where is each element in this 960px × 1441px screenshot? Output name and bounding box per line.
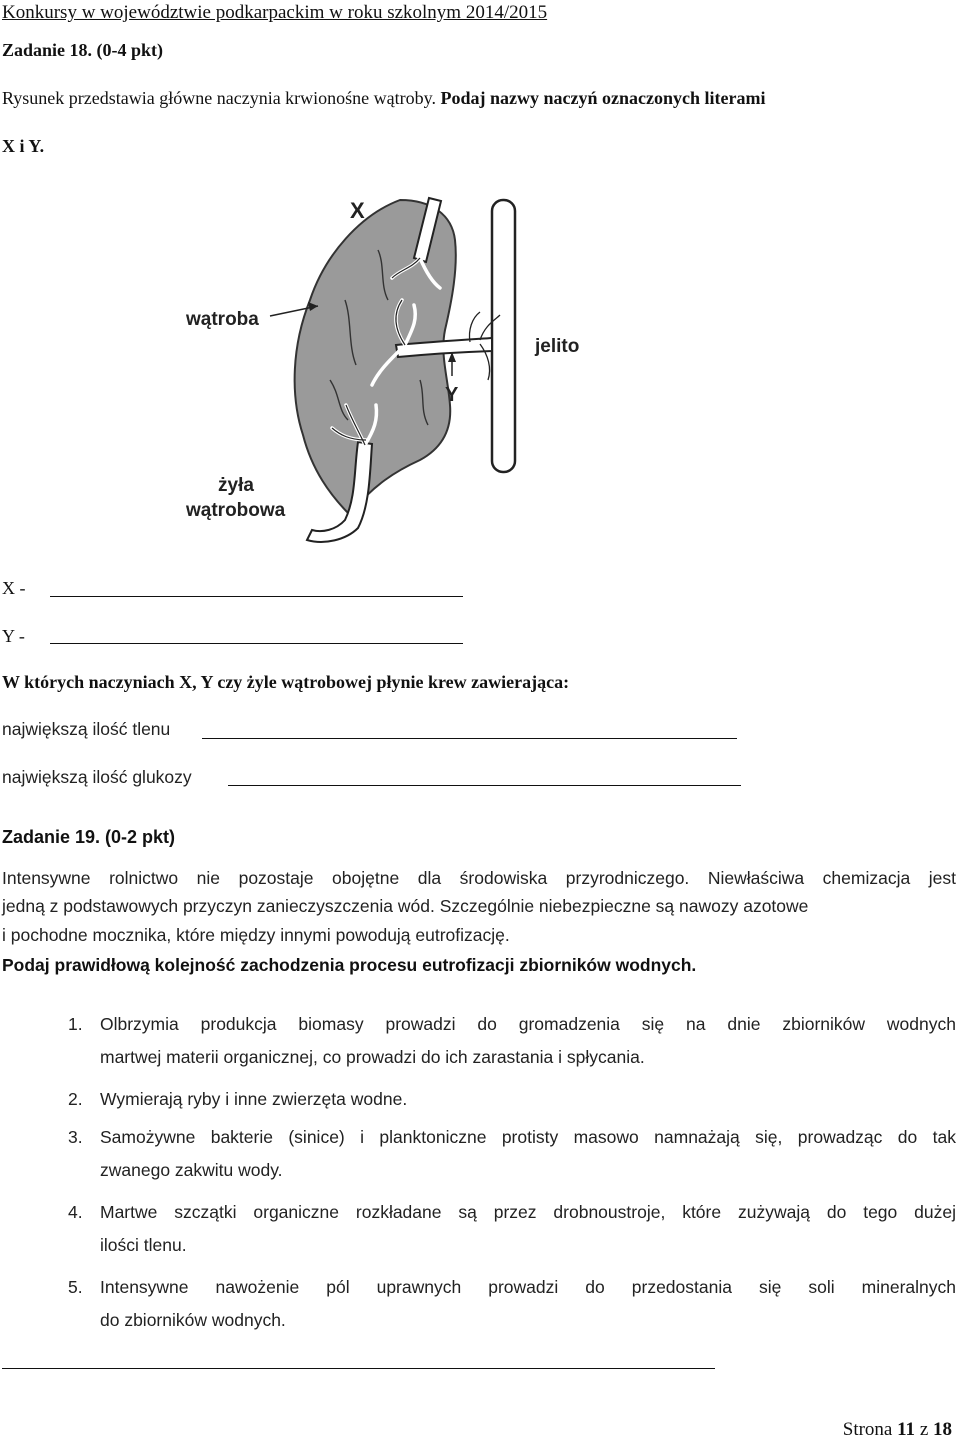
answer-y-line[interactable] (50, 643, 463, 644)
answer-x-label: X - (2, 578, 26, 598)
task-19-para-3: i pochodne mocznika, które między innymi powodują eutrofizację. (2, 925, 510, 945)
label-intestine: jelito (535, 336, 580, 357)
glucose-label: największą ilość glukozy (2, 767, 192, 787)
task-19-para-line1: Intensywne rolnictwo nie pozostaje obojętne dla środowiska przyrodniczego. Niewłaściwa chemizacja jest (2, 868, 956, 888)
list-item-text (100, 1202, 956, 1256)
answer-y-label: Y - (2, 626, 25, 646)
task-19-para-1 (2, 868, 956, 889)
footer-page-total: 18 (933, 1419, 952, 1440)
oxygen-label: największą ilość tlenu (2, 719, 171, 739)
task-19-heading: Zadanie 19. (0-2 pkt) (2, 827, 176, 847)
list-item-number: 4. (68, 1202, 83, 1222)
footer-separator: z (915, 1419, 933, 1440)
list-item-line1: Olbrzymia produkcja biomasy prowadzi do gromadzenia się na dnie zbiorników wodnych (100, 1014, 956, 1034)
footer-prefix: Strona (842, 1419, 898, 1440)
footer-page-number: 11 (897, 1419, 916, 1440)
task-18-heading: Zadanie 18. (0-4 pkt) (2, 40, 164, 60)
page-header: Konkursy w województwie podkarpackim w roku szkolnym 2014/2015 (2, 2, 548, 23)
task-18-intro-text: Rysunek przedstawia główne naczynia krwionośne wątroby. (2, 88, 436, 108)
task-18-intro-instruction: Podaj nazwy naczyń oznaczonych literami (440, 88, 766, 108)
label-y: Y (445, 384, 459, 406)
task-19-answer-line[interactable] (2, 1368, 715, 1369)
label-x: X (350, 198, 365, 223)
list-item-text: Wymierają ryby i inne zwierzęta wodne. (100, 1089, 408, 1109)
list-item-line2: martwej materii organicznej, co prowadzi do ich zarastania i spłycania. (100, 1047, 645, 1067)
list-item-number: 2. (68, 1089, 83, 1109)
oxygen-answer-line[interactable] (202, 738, 737, 739)
liver-shape (295, 200, 456, 515)
intestine-shape (492, 200, 515, 472)
list-item-line1: Intensywne nawożenie pól uprawnych prowadzi do przedostania się soli mineralnych (100, 1277, 956, 1297)
list-item-text (100, 1277, 956, 1331)
list-item-line2: zwanego zakwitu wody. (100, 1160, 283, 1180)
liver-vessels-figure (0, 0, 960, 560)
list-item-line1: Samożywne bakterie (sinice) i planktoniczne protisty masowo namnażają się, prowadząc do tak (100, 1127, 956, 1147)
list-item-number: 5. (68, 1277, 83, 1297)
page-footer (843, 1419, 952, 1441)
label-vein-line2: wątrobowa (186, 500, 286, 521)
task-19-instruction: Podaj prawidłową kolejność zachodzenia procesu eutrofizacji zbiorników wodnych. (2, 955, 697, 975)
answer-x-line[interactable] (50, 596, 463, 597)
list-item-text (100, 1014, 956, 1068)
task-19-para-2: jedną z podstawowych przyczyn zanieczyszczenia wód. Szczególnie niebezpieczne są nawozy azotowe (2, 896, 809, 916)
task-18-question: W których naczyniach X, Y czy żyle wątrobowej płynie krew zawierająca: (2, 672, 570, 692)
task-18-intro-line2: X i Y. (2, 136, 45, 156)
glucose-answer-line[interactable] (228, 785, 741, 786)
list-item-line2: ilości tlenu. (100, 1235, 187, 1255)
list-item-text (100, 1127, 956, 1181)
label-vein-line1: żyła (218, 475, 254, 496)
list-item-line2: do zbiorników wodnych. (100, 1310, 286, 1330)
label-liver: wątroba (186, 309, 259, 330)
list-item-number: 3. (68, 1127, 83, 1147)
list-item-line1: Martwe szczątki organiczne rozkładane są przez drobnoustroje, które zużywają do tego dużej (100, 1202, 956, 1222)
list-item-number: 1. (68, 1014, 83, 1034)
